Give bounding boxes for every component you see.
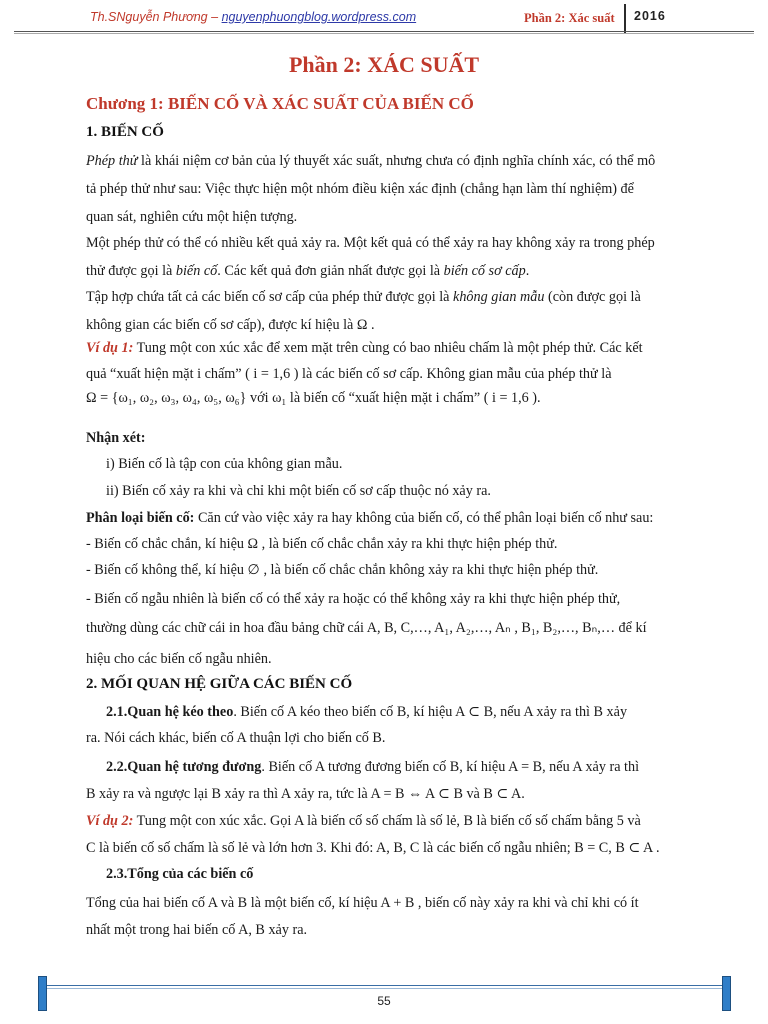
example-1-line-1: [86, 334, 643, 362]
s1-line-5-a: thử được gọi là: [86, 263, 176, 279]
term-bien-co: biến cố: [175, 263, 218, 279]
example-2-line-2: C là biến cố số chấm là số lẻ và lớn hơn 3. Khi đó: A, B, C là các biến cố ngẫu nhiên; B = C, B ⊂ A .: [86, 840, 660, 856]
implication-text: . Biến cố A kéo theo biến cố B, kí hiệu A ⊂ B, nếu A xảy ra thì B xảy: [233, 704, 628, 720]
term-phep-thu: Phép thử: [86, 153, 138, 169]
s1-line-1: [86, 147, 696, 175]
remark-item-2: ii) Biến cố xảy ra khi và chỉ khi một biến cố sơ cấp thuộc nó xảy ra.: [106, 483, 491, 499]
example-1-line-3: Ω = {ω₁, ω₂, ω₃, ω₄, ω₅, ω₆} với ω₁ là biến cố “xuất hiện mặt i chấm” ( i = 1,6 ).: [86, 390, 541, 406]
relation-implication-cont: ra. Nói cách khác, biến cố A thuận lợi cho biến cố B.: [86, 730, 386, 746]
term-khong-gian-mau: không gian mẫu: [453, 289, 545, 305]
equivalence-text: . Biến cố A tương đương biến cố B, kí hiệu A = B, nếu A xảy ra thì: [261, 759, 640, 775]
section-2-heading: 2. MỐI QUAN HỆ GIỮA CÁC BIẾN CỐ: [86, 676, 353, 692]
s1-line-6-c: (còn được gọi là: [544, 289, 641, 305]
s1-line-6-a: Tập hợp chứa tất cả các biến cố sơ cấp của phép thử được gọi là: [86, 289, 454, 305]
example-1-text: Tung một con xúc xắc để xem mặt trên cùng có bao nhiêu chấm là một phép thử. Các kết: [133, 340, 643, 356]
remark-item-1: i) Biến cố là tập con của không gian mẫu.: [106, 456, 343, 472]
s1-line-4: Một phép thử có thể có nhiều kết quả xảy ra. Một kết quả có thể xảy ra hay không xảy ra trong phép: [86, 235, 655, 251]
example-1-label: Ví dụ 1:: [86, 340, 134, 356]
s1-line-5-c: . Các kết quả đơn giản nhất được gọi là: [217, 263, 444, 279]
classification-label: Phân loại biến cố:: [86, 510, 195, 526]
class-item-3-end: hiệu cho các biến cố ngẫu nhiên.: [86, 651, 272, 667]
page-title: Phần 2: XÁC SUẤT: [288, 52, 480, 77]
class-item-3-cont: thường dùng các chữ cái in hoa đầu bảng chữ cái A, B, C,…, A₁, A₂,…, Aₙ , B₁, B₂,…, Bₙ,… để kí: [86, 620, 647, 636]
example-2-label: Ví dụ 2:: [86, 813, 134, 829]
s1-line-1-text: là khái niệm cơ bản của lý thuyết xác suất, nhưng chưa có định nghĩa chính xác, có thể mô: [137, 153, 656, 169]
header-author-line: [90, 10, 416, 24]
classification-line: [86, 504, 653, 532]
s1-line-3: quan sát, nghiên cứu một hiện tượng.: [86, 209, 298, 225]
chapter-title: Chương 1: BIẾN CỐ VÀ XÁC SUẤT CỦA BIẾN CỐ: [86, 94, 474, 113]
header-divider: [624, 4, 626, 34]
footer-rule: [44, 985, 724, 986]
footer-rule-thin: [44, 988, 724, 989]
relation-equivalence-cont: B xảy ra và ngược lại B xảy ra thì A xảy ra, tức là A = B ⇔ A ⊂ B và B ⊂ A.: [86, 786, 525, 802]
header-rule: [14, 31, 754, 32]
s1-line-5-e: .: [525, 263, 530, 279]
header-author: Th.SNguyễn Phương: [90, 10, 208, 24]
class-item-3: - Biến cố ngẫu nhiên là biến cố có thể xảy ra hoặc có thể không xảy ra khi thực hiện phép thử,: [86, 591, 621, 607]
relation-equivalence: [106, 753, 639, 781]
equivalence-label: 2.2.Quan hệ tương đương: [106, 759, 262, 775]
relation-implication: [106, 698, 627, 726]
section-1-heading: 1. BIẾN CỐ: [86, 124, 164, 140]
classification-text: Căn cứ vào việc xảy ra hay không của biến cố, có thể phân loại biến cố như sau:: [194, 510, 654, 526]
sum-line-2: nhất một trong hai biến cố A, B xảy ra.: [86, 922, 308, 938]
header-year: 2016: [634, 9, 666, 23]
s1-line-7: không gian các biến cố sơ cấp), được kí hiệu là Ω .: [86, 317, 375, 333]
s1-line-6: [86, 283, 641, 311]
header-section: Phần 2: Xác suất: [524, 11, 615, 25]
example-1-line-2: quả “xuất hiện mặt i chấm” ( i = 1,6 ) là các biến cố sơ cấp. Không gian mẫu của phép thử là: [86, 366, 612, 382]
header-separator: –: [211, 10, 219, 24]
example-2-text: Tung một con xúc xắc. Gọi A là biến cố số chấm là số lẻ, B là biến cố số chấm bằng 5 và: [133, 813, 641, 829]
sum-heading: 2.3.Tổng của các biến cố: [106, 866, 254, 882]
sum-line-1: Tổng của hai biến cố A và B là một biến cố, kí hiệu A + B , biến cố này xảy ra khi và chỉ khi có ít: [86, 895, 639, 911]
s1-line-2: tả phép thử như sau: Việc thực hiện một nhóm điều kiện xác định (chẳng hạn làm thí nghiệm) để: [86, 181, 634, 197]
class-item-1: - Biến cố chắc chắn, kí hiệu Ω , là biến cố chắc chắn xảy ra khi thực hiện phép thử.: [86, 536, 558, 552]
term-bien-co-so-cap: biến cố sơ cấp: [443, 263, 526, 279]
class-item-2: - Biến cố không thể, kí hiệu ∅ , là biến cố chắc chắn không xảy ra khi thực hiện phép thử.: [86, 562, 599, 578]
example-2-line-1: [86, 807, 641, 835]
header-rule-thin: [14, 33, 754, 34]
page-number: 55: [377, 994, 391, 1008]
remark-heading: Nhận xét:: [86, 430, 146, 446]
header-blog-link[interactable]: nguyenphuongblog.wordpress.com: [221, 10, 417, 24]
implication-label: 2.1.Quan hệ kéo theo: [106, 704, 234, 720]
s1-line-5: [86, 257, 529, 285]
